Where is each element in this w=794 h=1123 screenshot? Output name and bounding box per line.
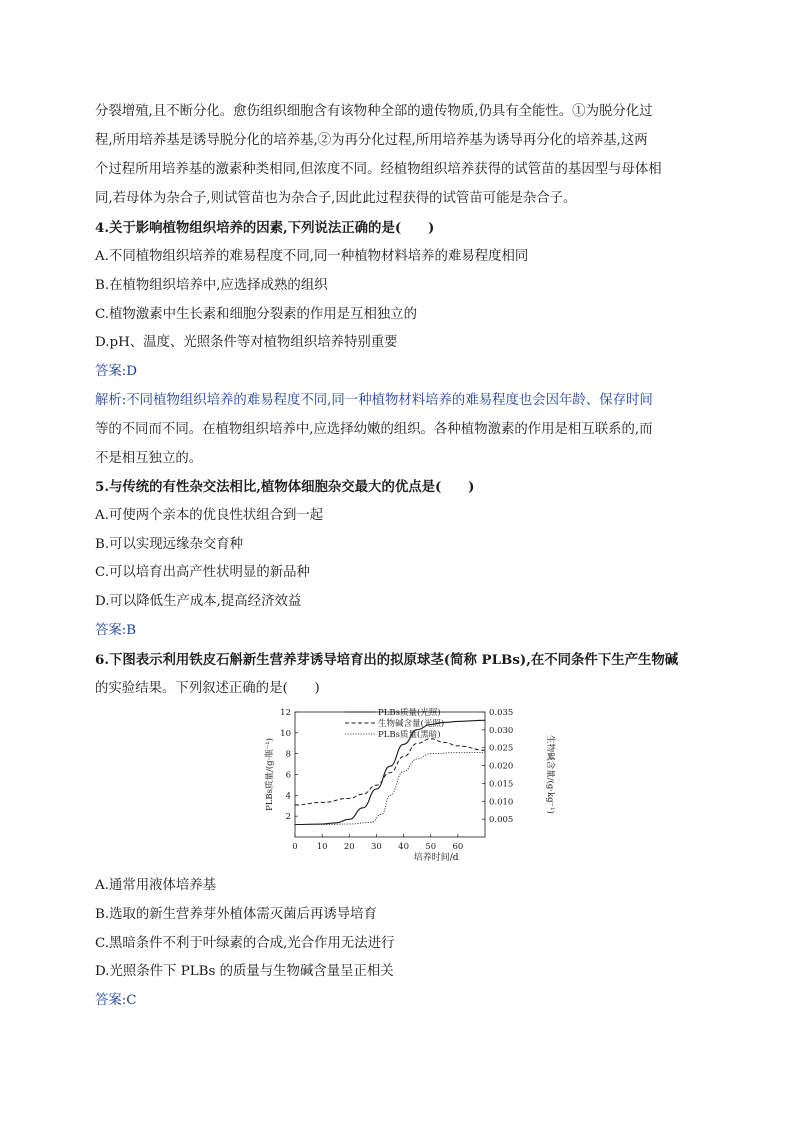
- question-5-stem: 5.与传统的有性杂交法相比,植物体细胞杂交最大的优点是( ): [95, 479, 475, 495]
- series-line-2: [295, 739, 485, 805]
- question-4-option-a: A.不同植物组织培养的难易程度不同,同一种植物材料培养的难易程度相同: [95, 249, 529, 264]
- y-left-tick-label: 2: [285, 812, 291, 823]
- x-tick-label: 30: [371, 842, 382, 852]
- question-4-option-d: D.pH、温度、光照条件等对植物组织培养特别重要: [95, 335, 398, 350]
- y-right-tick-label: 0.025: [489, 743, 514, 754]
- y-right-tick-label: 0.015: [489, 779, 514, 790]
- question-4-stem: 4.关于影响植物组织培养的因素,下列说法正确的是( ): [95, 220, 435, 236]
- question-6-stem: 的实验结果。下列叙述正确的是( ): [95, 681, 320, 696]
- question-4-analysis: 等的不同而不同。在植物组织培养中,应选择幼嫩的组织。各种植物激素的作用是相互联系的,而: [95, 422, 653, 437]
- question-5-option-b: B.可以实现远缘杂交育种: [95, 537, 244, 552]
- question-5-answer: 答案:B: [95, 623, 137, 638]
- series-line-3: [295, 753, 485, 825]
- y-left-tick-label: 8: [285, 749, 291, 760]
- y-left-tick-label: 12: [280, 708, 291, 718]
- x-tick-label: 60: [452, 842, 464, 852]
- y-left-tick-label: 6: [285, 770, 291, 781]
- x-tick-label: 20: [343, 842, 355, 852]
- x-tick-label: 10: [316, 842, 328, 852]
- y-left-tick-label: 4: [285, 791, 291, 802]
- intro-line: 个过程所用培养基的激素种类相同,但浓度不同。经植物组织培养获得的试管苗的基因型与母体相: [95, 162, 662, 177]
- legend-label-3: PLBs质量(黑暗): [378, 730, 441, 740]
- y-right-tick-label: 0.010: [489, 797, 514, 808]
- y-right-axis-title: 生物碱含量/(g·kg⁻¹): [545, 735, 555, 814]
- y-right-tick-label: 0.035: [489, 708, 514, 718]
- y-left-axis-title: PLBs质量/(g·瓶⁻¹): [265, 737, 275, 812]
- x-axis-title: 培养时间/d: [413, 853, 459, 863]
- x-tick-label: 50: [425, 842, 437, 852]
- question-4-option-c: C.植物激素中生长素和细胞分裂素的作用是互相独立的: [95, 307, 418, 322]
- legend-label-1: PLBs质量(光照): [378, 708, 441, 718]
- question-6-answer: 答案:C: [95, 993, 137, 1008]
- y-right-tick-label: 0.020: [489, 761, 514, 772]
- y-right-tick-label: 0.005: [489, 815, 514, 826]
- question-4-analysis: 不是相互独立的。: [95, 451, 203, 466]
- question-6-option-a: A.通常用液体培养基: [95, 878, 217, 893]
- intro-line: 同,若母体为杂合子,则试管苗也为杂合子,因此此过程获得的试管苗可能是杂合子。: [95, 191, 577, 206]
- question-4-answer: 答案:D: [95, 364, 138, 379]
- question-6-stem: 6.下图表示利用铁皮石斛新生营养芽诱导培育出的拟原球茎(简称 PLBs),在不同条件下生产生物碱: [95, 652, 679, 668]
- intro-line: 程,所用培养基是诱导脱分化的培养基,②为再分化过程,所用培养基为诱导再分化的培养基,这两: [95, 133, 648, 148]
- y-right-tick-label: 0.030: [489, 725, 514, 736]
- plbs-alkaloid-chart: [260, 702, 560, 864]
- x-tick-label: 0: [292, 842, 298, 852]
- intro-line: 分裂增殖,且不断分化。愈伤组织细胞含有该物种全部的遗传物质,仍具有全能性。①为脱分化过: [95, 104, 653, 119]
- question-4-option-b: B.在植物组织培养中,应选择成熟的组织: [95, 278, 328, 293]
- question-6-option-b: B.选取的新生营养芽外植体需灭菌后再诱导培育: [95, 907, 377, 922]
- question-6-option-c: C.黑暗条件不利于叶绿素的合成,光合作用无法进行: [95, 936, 395, 951]
- question-5-option-c: C.可以培育出高产性状明显的新品种: [95, 565, 310, 580]
- question-5-option-a: A.可使两个亲本的优良性状组合到一起: [95, 508, 324, 523]
- question-6-option-d: D.光照条件下 PLBs 的质量与生物碱含量呈正相关: [95, 964, 394, 979]
- question-5-option-d: D.可以降低生产成本,提高经济效益: [95, 594, 302, 609]
- y-left-tick-label: 10: [280, 728, 291, 739]
- x-tick-label: 40: [398, 842, 409, 852]
- question-4-analysis: 解析:不同植物组织培养的难易程度不同,同一种植物材料培养的难易程度也会因年龄、保存时间: [95, 393, 653, 408]
- legend-label-2: 生物碱含量(光照): [378, 719, 445, 729]
